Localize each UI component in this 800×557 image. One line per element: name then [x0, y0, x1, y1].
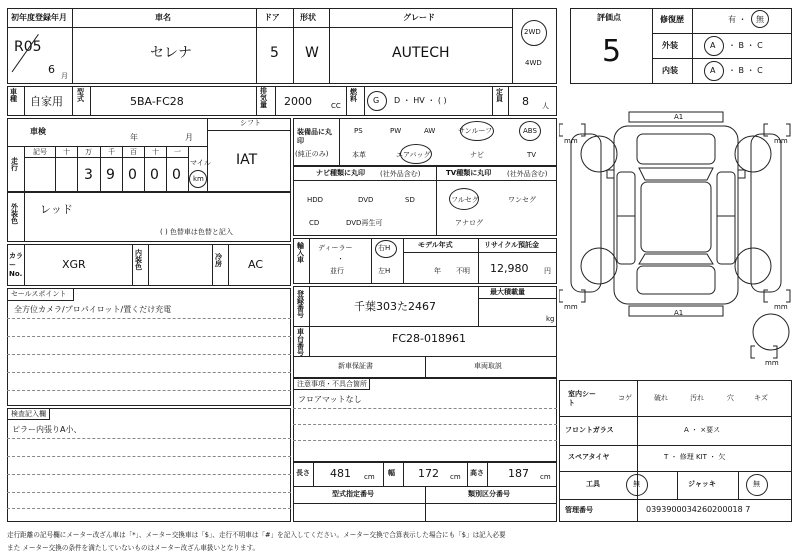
- color-label: 外装色: [11, 203, 18, 225]
- height-unit: cm: [540, 473, 551, 481]
- digit-4: 0: [128, 167, 137, 183]
- import-parallel: 並行: [330, 267, 344, 275]
- width-unit: cm: [450, 473, 461, 481]
- tool-value: 無: [633, 480, 640, 488]
- chassis-label: 車台番号: [297, 328, 304, 357]
- digit-label-3: 千: [108, 148, 115, 156]
- interior-rest: ・ B ・ C: [728, 66, 763, 75]
- mile-label: マイル: [190, 159, 211, 167]
- caution-text: フロアマットなし: [298, 395, 362, 404]
- recycle-yen: 円: [544, 267, 551, 275]
- exterior-label: 外装: [662, 41, 678, 50]
- repair-selected: 無: [756, 15, 764, 24]
- windshield-front: [639, 168, 713, 180]
- seat-hole: 穴: [727, 394, 734, 402]
- hood: [637, 134, 715, 164]
- roof: [641, 182, 711, 252]
- shape-label: 形状: [300, 13, 316, 22]
- mm-rl: mm: [564, 303, 578, 311]
- jack-value: 無: [753, 480, 760, 488]
- interior-selected: A: [710, 66, 716, 75]
- chassis-value: FC28-018961: [392, 332, 466, 345]
- seat-stain: 汚れ: [690, 394, 704, 402]
- shift-label: シフト: [240, 119, 261, 127]
- tool-label: 工具: [586, 480, 600, 488]
- width-value: 172: [418, 467, 439, 480]
- mm-fl: mm: [564, 137, 578, 145]
- month-unit: 月: [61, 72, 68, 80]
- import-label: 輸入車: [297, 242, 304, 264]
- shaken-label: 車検: [30, 127, 46, 136]
- navi-sd: SD: [405, 196, 415, 204]
- tv-analog: アナログ: [455, 219, 483, 227]
- inspector-label: 検査記入欄: [11, 410, 46, 418]
- equip-navi: ナビ: [470, 151, 484, 159]
- length-unit: cm: [364, 473, 375, 481]
- usage-value: 自家用: [30, 95, 63, 108]
- mileage-label: 走行: [11, 157, 18, 172]
- equip-leather: 本革: [352, 151, 366, 159]
- interior-color-label: 内装色: [135, 249, 142, 271]
- navi-dvd: DVD: [358, 196, 374, 204]
- recycle-value: 12,980: [490, 262, 529, 275]
- digit-5: 0: [150, 167, 159, 183]
- jack-label: ジャッキ: [688, 480, 716, 488]
- fuel-rest: D ・ HV ・ ( ): [394, 96, 447, 105]
- caution-block: [293, 378, 557, 462]
- mm-fr: mm: [774, 137, 788, 145]
- color-value: レッド: [40, 203, 73, 216]
- right-side-panel: [751, 134, 781, 292]
- mgmt-value: 0393900034260200018 7: [646, 505, 751, 514]
- recycle-label: リサイクル預託金: [484, 241, 540, 249]
- digit-label-6: 一: [174, 148, 181, 156]
- score-label: 評価点: [597, 13, 621, 22]
- spare-tire: [753, 314, 789, 350]
- digit-label-4: 百: [130, 148, 137, 156]
- body-outline: [614, 126, 738, 304]
- usage-label: 車種: [10, 88, 17, 103]
- navi-sub: (社外品含む): [380, 170, 421, 178]
- left-side-panel: [571, 134, 601, 292]
- manual-label: 車両取説: [474, 362, 502, 370]
- a1-bottom: A1: [674, 309, 684, 317]
- header-block: [7, 8, 557, 84]
- length-value: 481: [330, 467, 351, 480]
- equip-pw: PW: [390, 127, 402, 135]
- shift-value: IAT: [236, 152, 258, 168]
- digit-label-5: 十: [152, 148, 159, 156]
- first-reg-label: 初年度登録年月: [11, 13, 67, 22]
- type-designation-label: 型式指定番号: [332, 490, 374, 498]
- navi-label: ナビ種類に丸印: [316, 169, 365, 177]
- interior-label: 内装: [662, 66, 678, 75]
- height-value: 187: [508, 467, 529, 480]
- sales-label: セールスポイント: [11, 290, 67, 298]
- right-hand: 右H: [378, 244, 391, 252]
- windshield-rear: [639, 254, 713, 264]
- digit-3: 9: [106, 167, 115, 183]
- tv-sub: (社外品含む): [507, 170, 548, 178]
- inspector-text: ピラー内張りA小、: [12, 425, 82, 434]
- equipment-sub: (純正のみ): [295, 150, 329, 158]
- grade-value: AUTECH: [392, 45, 450, 61]
- capacity-unit: 人: [542, 102, 549, 110]
- mark-label: 記号: [33, 148, 47, 156]
- a1-top: A1: [674, 113, 684, 121]
- tv-label: TV種類に丸印: [446, 169, 492, 177]
- grade-label: グレード: [403, 13, 435, 22]
- equip-abs: ABS: [523, 127, 537, 135]
- seat-scratch: キズ: [754, 394, 768, 402]
- ac-value: AC: [248, 258, 264, 271]
- reg-no-value: 千葉303た2467: [354, 300, 436, 313]
- exterior-rest: ・ B ・ C: [728, 41, 763, 50]
- caution-label: 注意事項・不具合箇所: [297, 380, 367, 388]
- fuel-selected: G: [373, 96, 380, 105]
- shaken-year: 年: [130, 133, 138, 142]
- trunk: [637, 266, 715, 294]
- door-count: 5: [270, 45, 279, 61]
- reg-month: 6: [48, 63, 55, 76]
- digit-6: 0: [172, 167, 181, 183]
- equip-sunroof: サンルーフ: [458, 127, 493, 135]
- navi-dvd-play: DVD再生可: [346, 219, 383, 227]
- tv-oneseg: ワンセグ: [508, 196, 536, 204]
- body-shape: W: [305, 45, 319, 61]
- repaint-note: ( ) 色替車は色替と記入: [160, 228, 233, 236]
- wheel-fl: [581, 136, 617, 172]
- import-dot: ・: [337, 255, 344, 263]
- equip-airbag: エアバッグ: [396, 151, 431, 159]
- sales-point: 全方位カメラ/プロパイロット/置くだけ充電: [14, 305, 172, 314]
- left-doors: [617, 172, 635, 264]
- displacement-value: 2000: [284, 95, 312, 108]
- capacity-label: 定員: [496, 88, 503, 103]
- shaken-month: 月: [185, 133, 193, 142]
- max-load-label: 最大積載量: [490, 288, 525, 296]
- equip-tv: TV: [527, 151, 537, 159]
- capacity-value: 8: [522, 95, 529, 108]
- mm-spare: mm: [765, 359, 779, 367]
- drive-4wd: 4WD: [525, 59, 542, 67]
- tv-fullseg: フルセグ: [451, 196, 479, 204]
- length-label: 長さ: [296, 469, 310, 477]
- wheel-rl: [581, 248, 617, 284]
- mm-rr: mm: [774, 303, 788, 311]
- door-label: ドア: [264, 13, 280, 22]
- type-value: 5BA-FC28: [130, 95, 184, 108]
- equip-aw: AW: [424, 127, 436, 135]
- seat-burn: コゲ: [618, 394, 632, 402]
- footer-line-2: また メーター交換の条件を満たしていないものはメーター改ざん車扱いとなります。: [7, 544, 260, 552]
- seat-tear: 破れ: [654, 394, 668, 402]
- model-year-unit: 年: [434, 267, 441, 275]
- glass-label: フロントガラス: [565, 426, 614, 434]
- exterior-selected: A: [710, 41, 716, 50]
- spare-options: T ・ 修理 KIT ・ 欠: [664, 453, 726, 461]
- cc-unit: CC: [331, 102, 341, 110]
- drive-2wd: 2WD: [524, 28, 541, 36]
- mgmt-label: 管理番号: [565, 506, 593, 514]
- spare-label: スペアタイヤ: [568, 453, 610, 461]
- car-name-label: 車名: [155, 13, 171, 22]
- km-label: km: [193, 175, 204, 183]
- ac-label: 冷房: [215, 253, 222, 268]
- color-no-value: XGR: [62, 258, 86, 271]
- reg-year: R05: [14, 39, 42, 55]
- navi-cd: CD: [309, 219, 320, 227]
- color-block: [7, 192, 291, 242]
- fuel-label: 燃料: [350, 88, 357, 103]
- wheel-fr: [735, 136, 771, 172]
- digit-label-2: 万: [85, 148, 92, 156]
- left-hand: 左H: [378, 267, 391, 275]
- score-value: 5: [602, 34, 622, 69]
- digit-2: 3: [84, 167, 93, 183]
- seat-label: 室内シート: [568, 390, 596, 408]
- category-label: 類別区分番号: [468, 490, 510, 498]
- car-name: セレナ: [150, 45, 192, 61]
- warranty-label: 新車保証書: [338, 362, 373, 370]
- displacement-label: 排気量: [260, 87, 267, 109]
- digit-label-1: 十: [63, 148, 70, 156]
- type-label: 型式: [77, 88, 84, 103]
- color-no-label: カラー No.: [9, 252, 23, 279]
- car-diagram: [559, 86, 792, 378]
- equipment-label: 装備品に丸印: [297, 128, 332, 146]
- reg-no-label: 登録番号: [297, 290, 304, 319]
- model-year-label: モデル年式: [418, 241, 453, 249]
- equip-ps: PS: [354, 127, 363, 135]
- navi-hdd: HDD: [307, 196, 324, 204]
- repair-label: 修復歴: [660, 15, 684, 24]
- max-load-unit: kg: [546, 315, 555, 323]
- repair-options: 有 ・: [728, 15, 747, 24]
- import-dealer: ディーラー: [318, 244, 353, 252]
- right-doors: [717, 172, 735, 264]
- model-year-unknown: 不明: [456, 267, 470, 275]
- width-label: 幅: [388, 469, 395, 477]
- glass-options: A ・ ×要ス: [684, 426, 721, 434]
- wheel-rr: [735, 248, 771, 284]
- height-label: 高さ: [470, 469, 484, 477]
- footer-line-1: 走行距離の記号欄にメーター改ざん車は「*」、メーター交換車は「$」、走行不明車は「#」を記入してください。メーター交換で合算表示した場合にも「$」は記入必要: [7, 531, 506, 539]
